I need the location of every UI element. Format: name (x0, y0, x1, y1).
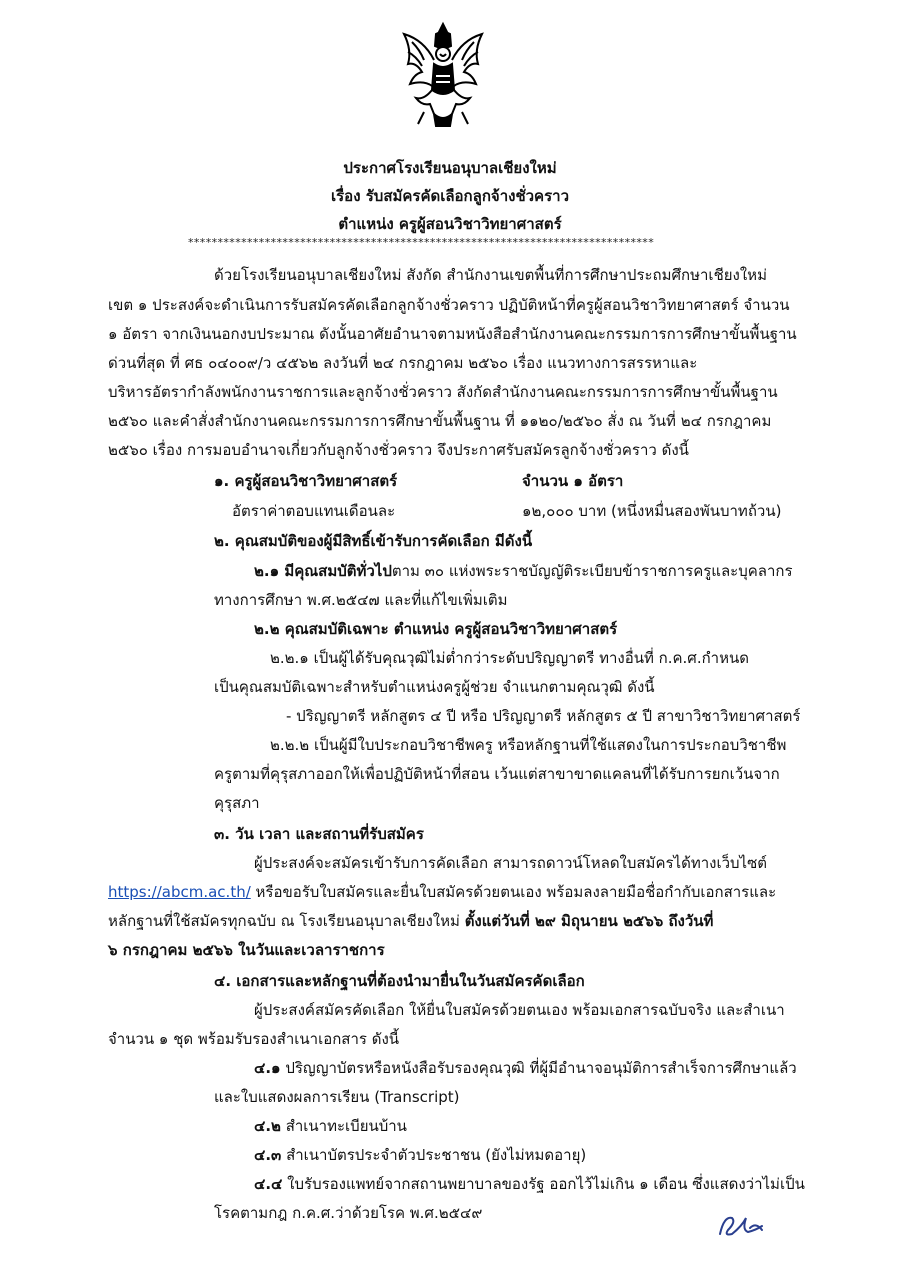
intro-line: ด่วนที่สุด ที่ ศธ ๐๔๐๐๙/ว ๔๕๖๒ ลงวันที่ ๒๔ กรกฎาคม ๒๕๖๐ เรื่อง แนวทางการสรรหาและ (108, 354, 698, 372)
document-item: ๔.๔ ใบรับรองแพทย์จากสถานพยาบาลของรัฐ ออกไว้ไม่เกิน ๑ เดือน ซึ่งแสดงว่าไม่เป็น (254, 1175, 805, 1193)
qualification-specific-title: ๒.๒ คุณสมบัติเฉพาะ ตำแหน่ง ครูผู้สอนวิชาวิทยาศาสตร์ (254, 620, 618, 638)
documents-line: จำนวน ๑ ชุด พร้อมรับรองสำเนาเอกสาร ดังนี้ (108, 1030, 400, 1048)
document-item: ๔.๑ ปริญญาบัตรหรือหนังสือรับรองคุณวุฒิ ที่ผู้มีอำนาจอนุมัติการสำเร็จการศึกษาแล้ว (254, 1059, 797, 1077)
document-item-cont: และใบแสดงผลการเรียน (Transcript) (214, 1088, 460, 1106)
position-count: จำนวน ๑ อัตรา (522, 472, 624, 490)
website-link[interactable]: https://abcm.ac.th/ (108, 883, 251, 901)
section-3-title: ๓. วัน เวลา และสถานที่รับสมัคร (214, 825, 424, 843)
qualification-specific-line: ๒.๒.๑ เป็นผู้ได้รับคุณวุฒิไม่ต่ำกว่าระดับปริญญาตรี ทางอื่นที่ ก.ค.ศ.กำหนด (270, 649, 749, 667)
document-item: ๔.๒ สำเนาทะเบียนบ้าน (254, 1117, 407, 1135)
application-dates: ๖ กรกฎาคม ๒๕๖๖ ในวันและเวลาราชการ (108, 941, 385, 959)
signature-initials-icon (712, 1208, 768, 1242)
qualification-license-line: ๒.๒.๒ เป็นผู้มีใบประกอบวิชาชีพครู หรือหลักฐานที่ใช้แสดงในการประกอบวิชาชีพ (270, 736, 787, 754)
intro-line: บริหารอัตรากำลังพนักงานราชการและลูกจ้างชั่วคราว สังกัดสำนักงานคณะกรรมการการศึกษาขั้นพื้นฐาน (108, 383, 778, 401)
salary-value: ๑๒,๐๐๐ บาท (หนึ่งหมื่นสองพันบาทถ้วน) (522, 502, 782, 520)
announcement-position: ตำแหน่ง ครูผู้สอนวิชาวิทยาศาสตร์ (338, 215, 562, 233)
application-line: หลักฐานที่ใช้สมัครทุกฉบับ ณ โรงเรียนอนุบาลเชียงใหม่ ตั้งแต่วันที่ ๒๙ มิถุนายน ๒๕๖๖ ถึงวันที่ (108, 912, 714, 930)
documents-line: ผู้ประสงค์สมัครคัดเลือก ให้ยื่นใบสมัครด้วยตนเอง พร้อมเอกสารฉบับจริง และสำเนา (254, 1001, 785, 1019)
position-title: ๑. ครูผู้สอนวิชาวิทยาศาสตร์ (214, 472, 398, 490)
announcement-title: ประกาศโรงเรียนอนุบาลเชียงใหม่ (343, 159, 557, 177)
star-divider: ******************************************************************************* (188, 236, 655, 249)
intro-line: เขต ๑ ประสงค์จะดำเนินการรับสมัครคัดเลือกลูกจ้างชั่วคราว ปฏิบัติหน้าที่ครูผู้สอนวิชาวิทยาศาสตร์ จำนวน (108, 296, 790, 314)
application-line: https://abcm.ac.th/ หรือขอรับใบสมัครและยื่นใบสมัครด้วยตนเอง พร้อมลงลายมือชื่อกำกับเอกสารและ (108, 883, 777, 901)
intro-line: ๒๕๖๐ และคำสั่งสำนักงานคณะกรรมการการศึกษาขั้นพื้นฐาน ที่ ๑๑๒๐/๒๕๖๐ สั่ง ณ วันที่ ๒๔ กรกฎาคม (108, 412, 772, 430)
section-4-title: ๔. เอกสารและหลักฐานที่ต้องนำมายื่นในวันสมัครคัดเลือก (214, 972, 585, 990)
application-line: ผู้ประสงค์จะสมัครเข้ารับการคัดเลือก สามารถดาวน์โหลดใบสมัครได้ทางเว็บไซต์ (254, 854, 767, 872)
announcement-subject: เรื่อง รับสมัครคัดเลือกลูกจ้างชั่วคราว (331, 187, 569, 205)
qualification-degree: - ปริญญาตรี หลักสูตร ๔ ปี หรือ ปริญญาตรี หลักสูตร ๕ ปี สาขาวิชาวิทยาศาสตร์ (286, 707, 801, 725)
garuda-emblem-icon (394, 20, 492, 132)
intro-line: ด้วยโรงเรียนอนุบาลเชียงใหม่ สังกัด สำนักงานเขตพื้นที่การศึกษาประถมศึกษาเชียงใหม่ (214, 266, 767, 284)
intro-line: ๑ อัตรา จากเงินนอกงบประมาณ ดังนั้นอาศัยอำนาจตามหนังสือสำนักงานคณะกรรมการการศึกษาขั้นพื้นฐาน (108, 325, 797, 343)
qualification-specific-line: เป็นคุณสมบัติเฉพาะสำหรับตำแหน่งครูผู้ช่วย จำแนกตามคุณวุฒิ ดังนี้ (214, 678, 655, 696)
intro-line: ๒๕๖๐ เรื่อง การมอบอำนาจเกี่ยวกับลูกจ้างชั่วคราว จึงประกาศรับสมัครลูกจ้างชั่วคราว ดังนี้ (108, 441, 689, 459)
qualification-general-cont: ทางการศึกษา พ.ศ.๒๕๔๗ และที่แก้ไขเพิ่มเติม (214, 591, 508, 609)
salary-label: อัตราค่าตอบแทนเดือนละ (232, 502, 396, 520)
qualification-license-line: คุรุสภา (214, 794, 260, 812)
document-item-cont: โรคตามกฎ ก.ค.ศ.ว่าด้วยโรค พ.ศ.๒๕๔๙ (214, 1204, 483, 1222)
document-item: ๔.๓ สำเนาบัตรประจำตัวประชาชน (ยังไม่หมดอายุ) (254, 1146, 587, 1164)
qualification-license-line: ครูตามที่คุรุสภาออกให้เพื่อปฏิบัติหน้าที่สอน เว้นแต่สาขาขาดแคลนที่ได้รับการยกเว้นจาก (214, 765, 780, 783)
section-2-title: ๒. คุณสมบัติของผู้มีสิทธิ์เข้ารับการคัดเลือก มีดังนี้ (214, 532, 533, 550)
qualification-general: ๒.๑ มีคุณสมบัติทั่วไปตาม ๓๐ แห่งพระราชบัญญัติระเบียบข้าราชการครูและบุคลากร (254, 562, 793, 580)
